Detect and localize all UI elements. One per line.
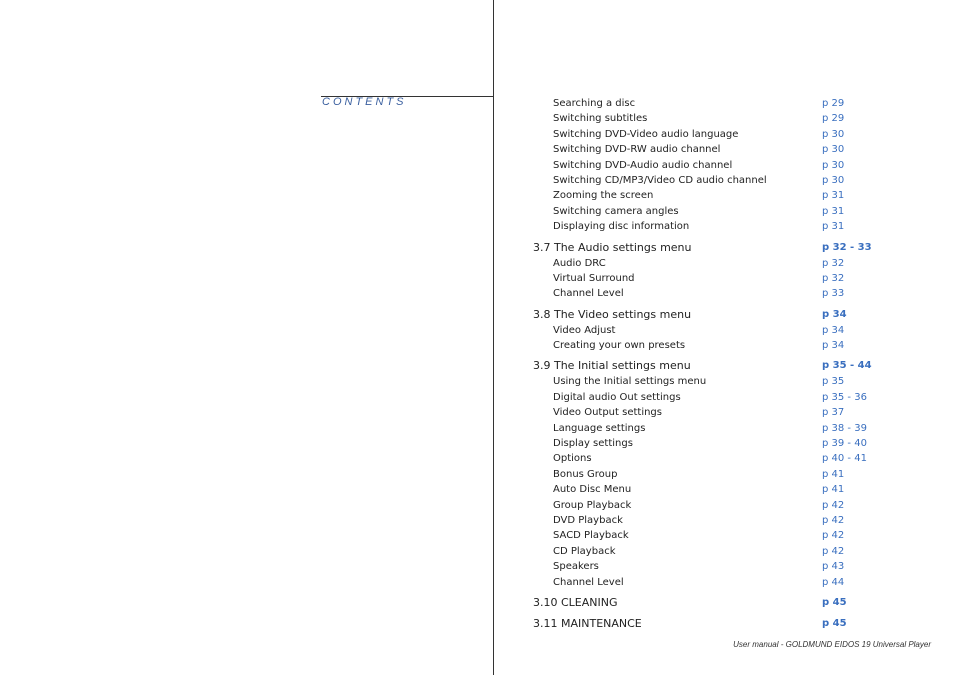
toc-entry-row[interactable] xyxy=(533,188,893,203)
toc-entry-label: Creating your own presets xyxy=(553,340,686,352)
toc-entry-row[interactable] xyxy=(533,421,893,436)
toc-entry-label: SACD Playback xyxy=(553,530,629,542)
toc-entry-row[interactable] xyxy=(533,286,893,301)
toc-entry-row[interactable] xyxy=(533,219,893,234)
toc-entry-label: Display settings xyxy=(553,438,633,450)
toc-entry-label: 3.11 MAINTENANCE xyxy=(533,616,642,630)
toc-entry-row[interactable] xyxy=(533,482,893,497)
toc-page-number: p 43 xyxy=(822,561,845,573)
toc-entry-row[interactable] xyxy=(533,204,893,219)
contents-title: CONTENTS xyxy=(322,96,407,108)
toc-page-number: p 29 xyxy=(822,113,845,125)
toc-page-number: p 30 xyxy=(822,174,845,186)
toc-page-number: p 32 - 33 xyxy=(822,241,872,253)
toc-entry-label: 3.10 CLEANING xyxy=(533,595,618,609)
toc-entry-row[interactable] xyxy=(533,528,893,543)
toc-section-row[interactable] xyxy=(533,357,893,374)
toc-entry-label: 3.7 The Audio settings menu xyxy=(533,240,692,254)
toc-page-number: p 35 xyxy=(822,376,845,388)
toc-section-row[interactable] xyxy=(533,239,893,256)
toc-entry-row[interactable] xyxy=(533,405,893,420)
toc-page-number: p 32 xyxy=(822,272,845,284)
toc-entry-label: Searching a disc xyxy=(553,98,636,109)
toc-section-row[interactable] xyxy=(533,615,893,632)
toc-entry-row[interactable] xyxy=(533,173,893,188)
toc-entry-label: Channel Level xyxy=(553,576,624,588)
toc-page-number: p 32 xyxy=(822,257,845,269)
toc-entry-row[interactable] xyxy=(533,513,893,528)
toc-page-number: p 42 xyxy=(822,499,845,511)
toc-entry-label: Zooming the screen xyxy=(553,190,654,202)
toc-section-row[interactable] xyxy=(533,306,893,323)
page-gutter-divider xyxy=(493,0,494,675)
toc-page-number: p 29 xyxy=(822,98,845,109)
toc-page-number: p 37 xyxy=(822,407,845,419)
toc-page-number: p 44 xyxy=(822,576,845,588)
toc-entry-row[interactable] xyxy=(533,111,893,126)
toc-page-number: p 31 xyxy=(822,205,845,217)
toc-entry-label: Switching subtitles xyxy=(553,113,648,125)
toc-entry-label: CD Playback xyxy=(553,545,616,557)
toc-entry-label: Switching DVD-Audio audio channel xyxy=(553,159,733,171)
toc-entry-label: Language settings xyxy=(553,422,646,434)
toc-entry-row[interactable] xyxy=(533,451,893,466)
toc-page-number: p 31 xyxy=(822,221,845,233)
toc-page-number: p 38 - 39 xyxy=(822,422,867,434)
toc-entry-label: Channel Level xyxy=(553,288,624,300)
toc-entry-row[interactable] xyxy=(533,559,893,574)
toc-page-number: p 31 xyxy=(822,190,845,202)
toc-entry-label: Switching camera angles xyxy=(553,205,679,217)
toc-entry-label: Options xyxy=(553,453,592,465)
toc-page-number: p 39 - 40 xyxy=(822,438,867,450)
toc-entry-label: Group Playback xyxy=(553,499,632,511)
toc-page-number: p 35 - 36 xyxy=(822,391,867,403)
toc-page-number: p 30 xyxy=(822,144,845,156)
page-footer: User manual - GOLDMUND EIDOS 19 Universal Player xyxy=(733,640,931,649)
toc-entry-row[interactable] xyxy=(533,436,893,451)
toc-page-number: p 41 xyxy=(822,484,845,496)
toc-page-number: p 34 xyxy=(822,324,845,336)
toc-entry-row[interactable] xyxy=(533,544,893,559)
toc-entry-row[interactable] xyxy=(533,158,893,173)
toc-page-number: p 30 xyxy=(822,128,845,140)
toc-entry-row[interactable] xyxy=(533,96,893,111)
toc-page-number: p 45 xyxy=(822,617,847,629)
toc-entry-label: 3.9 The Initial settings menu xyxy=(533,359,691,373)
toc-entry-label: Displaying disc information xyxy=(553,221,690,233)
toc-entry-row[interactable] xyxy=(533,323,893,338)
toc-entry-label: Auto Disc Menu xyxy=(553,484,632,496)
toc-entry-label: Switching CD/MP3/Video CD audio channel xyxy=(553,174,767,186)
toc-page-number: p 45 xyxy=(822,596,847,608)
toc-page-number: p 30 xyxy=(822,159,845,171)
toc-entry-label: Bonus Group xyxy=(553,468,618,480)
toc-entry-row[interactable] xyxy=(533,256,893,271)
toc-page-number: p 34 xyxy=(822,340,845,352)
toc-page-number: p 35 - 44 xyxy=(822,360,872,372)
toc-entry-row[interactable] xyxy=(533,338,893,353)
toc-page-number: p 42 xyxy=(822,545,845,557)
toc-page-number: p 34 xyxy=(822,308,847,320)
toc-entry-label: Virtual Surround xyxy=(553,272,635,284)
table-of-contents xyxy=(533,96,893,632)
toc-entry-label: Using the Initial settings menu xyxy=(553,376,707,388)
toc-entry-row[interactable] xyxy=(533,142,893,157)
toc-section-row[interactable] xyxy=(533,594,893,611)
toc-entry-label: Switching DVD-RW audio channel xyxy=(553,144,721,156)
toc-entry-row[interactable] xyxy=(533,127,893,142)
toc-entry-row[interactable] xyxy=(533,374,893,389)
toc-entry-row[interactable] xyxy=(533,390,893,405)
toc-entry-row[interactable] xyxy=(533,467,893,482)
toc-page-number: p 42 xyxy=(822,530,845,542)
toc-page-number: p 42 xyxy=(822,514,845,526)
toc-entry-row[interactable] xyxy=(533,271,893,286)
toc-entry-label: Video Adjust xyxy=(553,324,616,336)
toc-entry-label: DVD Playback xyxy=(553,514,623,526)
toc-entry-label: 3.8 The Video settings menu xyxy=(533,307,692,321)
toc-entry-row[interactable] xyxy=(533,498,893,513)
toc-page-number: p 40 - 41 xyxy=(822,453,867,465)
toc-page-number: p 33 xyxy=(822,288,845,300)
toc-entry-label: Digital audio Out settings xyxy=(553,391,681,403)
toc-entry-label: Switching DVD-Video audio language xyxy=(553,128,739,140)
toc-entry-label: Video Output settings xyxy=(553,407,662,419)
toc-entry-label: Audio DRC xyxy=(553,257,606,269)
toc-entry-label: Speakers xyxy=(553,561,599,573)
toc-page-number: p 41 xyxy=(822,468,845,480)
toc-entry-row[interactable] xyxy=(533,575,893,590)
